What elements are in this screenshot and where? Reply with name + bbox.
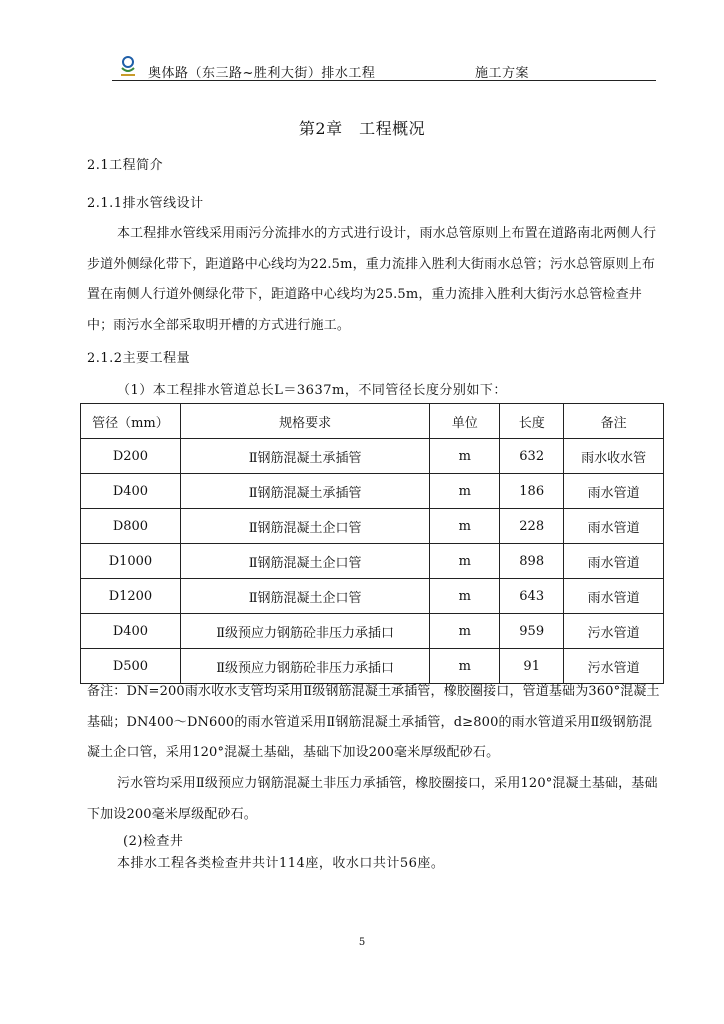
table-cell: 186 — [500, 474, 564, 509]
table-cell: Ⅱ钢筋混凝土企口管 — [180, 509, 429, 544]
table-cell: 污水管道 — [564, 614, 664, 649]
table-cell: 雨水管道 — [564, 509, 664, 544]
table-cell: m — [430, 509, 500, 544]
table-cell: m — [430, 649, 500, 684]
table-row — [81, 474, 664, 509]
table-cell: 959 — [500, 614, 564, 649]
table-header-row — [81, 404, 664, 439]
company-logo-icon — [116, 54, 140, 78]
table-cell: Ⅱ钢筋混凝土承插管 — [180, 474, 429, 509]
table-header-cell: 管径（mm） — [81, 404, 181, 439]
table-cell: 污水管道 — [564, 649, 664, 684]
table-cell: D500 — [81, 649, 181, 684]
table-row — [81, 614, 664, 649]
item1-intro: （1）本工程排水管道总长L＝3637m，不同管径长度分别如下： — [117, 383, 507, 398]
table-cell: m — [430, 439, 500, 474]
section-heading-2-1-1: 2.1.1排水管线设计 — [87, 196, 204, 211]
table-cell: 228 — [500, 509, 564, 544]
table-header-cell: 规格要求 — [180, 404, 429, 439]
table-cell: Ⅱ钢筋混凝土承插管 — [180, 439, 429, 474]
table-cell: D800 — [81, 509, 181, 544]
note-sewage-pipes: 污水管均采用Ⅱ级预应力钢筋混凝土非压力承插管，橡胶圈接口，采用120°混凝土基础，基础下加设200毫米厚级配砂石。 — [87, 776, 658, 822]
table-cell: Ⅱ级预应力钢筋砼非压力承插口 — [180, 614, 429, 649]
table-cell: Ⅱ级预应力钢筋砼非压力承插口 — [180, 649, 429, 684]
design-paragraph: 本工程排水管线采用雨污分流排水的方式进行设计，雨水总管原则上布置在道路南北两侧人行步道外侧绿化带下，距道路中心线均为22.5m，重力流排入胜利大街雨水总管；污水总管原则上布置在南侧人行道外侧绿化带下，距道路中心线均为25.5m，重力流排入胜利大街污水总管检查井中；雨污水全部采取明开槽的方式进行施工。 — [87, 226, 657, 333]
table-cell: D400 — [81, 614, 181, 649]
table-cell: 雨水管道 — [564, 544, 664, 579]
table-cell: 632 — [500, 439, 564, 474]
table-cell: m — [430, 579, 500, 614]
table-row — [81, 439, 664, 474]
header-project-title: 奥体路（东三路~胜利大街）排水工程 — [148, 66, 376, 81]
page-number: 5 — [358, 937, 366, 948]
table-header-cell: 备注 — [564, 404, 664, 439]
table-cell: Ⅱ钢筋混凝土企口管 — [180, 579, 429, 614]
section-heading-2-1: 2.1工程简介 — [87, 158, 164, 173]
table-cell: m — [430, 544, 500, 579]
pipe-table — [80, 403, 664, 684]
table-header-cell: 单位 — [430, 404, 500, 439]
table-row — [81, 509, 664, 544]
note-rain-pipes: 备注：DN=200雨水收水支管均采用Ⅱ级钢筋混凝土承插管，橡胶圈接口，管道基础为360°混凝土基础；DN400～DN600的雨水管道采用Ⅱ钢筋混凝土承插管，d≥800的雨水管道采用Ⅱ级钢筋混凝土企口管，采用120°混凝土基础，基础下加设200毫米厚级配砂石。 — [87, 684, 660, 760]
table-cell: 雨水收水管 — [564, 439, 664, 474]
table-cell: D1000 — [81, 544, 181, 579]
table-cell: D200 — [81, 439, 181, 474]
table-cell: m — [430, 614, 500, 649]
table-cell: m — [430, 474, 500, 509]
table-cell: 雨水管道 — [564, 579, 664, 614]
table-header-cell: 长度 — [500, 404, 564, 439]
table-cell: 雨水管道 — [564, 474, 664, 509]
table-cell: Ⅱ钢筋混凝土企口管 — [180, 544, 429, 579]
table-cell: 643 — [500, 579, 564, 614]
table-cell: D400 — [81, 474, 181, 509]
section-heading-2-1-2: 2.1.2主要工程量 — [87, 351, 191, 366]
chapter-title: 第2章 工程概况 — [298, 119, 426, 138]
table-cell: D1200 — [81, 579, 181, 614]
table-cell: 91 — [500, 649, 564, 684]
page-header — [112, 54, 656, 81]
table-row — [81, 544, 664, 579]
item2-text: 本排水工程各类检查井共计114座，收水口共计56座。 — [117, 856, 445, 871]
table-cell: 898 — [500, 544, 564, 579]
item2-title: (2)检查井 — [123, 834, 184, 849]
header-doc-type: 施工方案 — [475, 66, 530, 81]
table-row — [81, 579, 664, 614]
